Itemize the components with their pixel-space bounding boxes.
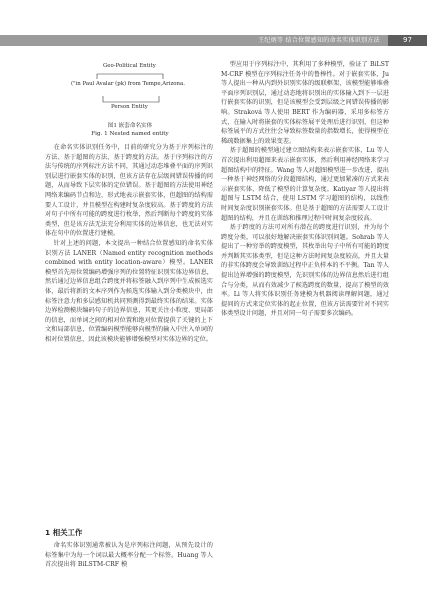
right-column	[221, 60, 389, 591]
example-sentence: ("in Paul Avalar (pk) from Tempe,Arizona.	[71, 81, 185, 87]
running-title: 王纪炳等 结合位置感知的命名实体识别方法	[258, 37, 380, 44]
geo-political-entity-label: Geo-Political Entity	[103, 63, 156, 69]
intro-paragraph-1: 在命名实体识别任务中，目前的研究分为基于序列标注的方法、基于超图的方法、基于跨度的方法。基于序列标注的方法与传统的序列标注方法不同，其通过动态堆叠平面的序列识别层进行嵌套实体的识别，但该方法存在层级间错误传播的问题，从而导致下层实体的定位错误。基于超图的方法使用神经网络来编码节点和边，形式地表示嵌套实体，但超图的结构需要人工设计，并且模型在构建时复杂度较高。基于跨度的方法对句子中所有可能的跨度进行枚举，然后判断每个跨度的实体类型，但是该方法无法充分利用实体的边界信息，也无法对实体在句中的位置进行建模。	[45, 144, 213, 238]
top-bracket	[97, 74, 163, 79]
figure-caption-en: Fig. 1 Nested named entity	[91, 131, 169, 137]
left-column-bottom	[45, 541, 213, 591]
intro-paragraph-2: 针对上述的问题，本文提出一种结合位置感知的命名实体识别方法 LANER（Named entity recognition methods combined with entity location-aware）模型。LANER 模型首先用位置编码增强序列的位置特征识别实体边界信息，然后通过边界信息组合跨度并将标签融入到序列中生成候选实体，最后将新的文本序列作为候选实体输入到分类模块中，由标签注意力和多层感知机共同预测得到最终实体的结果。实体边界检测模块编码句子的边界信息，其更关注小粒度、更局部的信息，而单词之间的相对位置和绝对位置提供了关键的上下文和局部信息，位置编码模型能够向模型的输入中注入单词的相对位置信息，因此该模块能够增强模型对实体边界的定位。	[45, 239, 213, 343]
page-number: 97	[388, 35, 427, 46]
bottom-bracket	[103, 96, 159, 102]
figure-caption-zh: 图1 嵌套命名实体	[107, 123, 153, 129]
person-entity-label: Person Entity	[111, 104, 148, 110]
section-heading-related-work: 1 相关工作	[45, 528, 83, 537]
related-work-paragraph-1: 命名实体识别通常被认为是序列标注问题，从预先设计的标签集中为每一个词以最大概率分配一个标签。Huang 等人首次提出将 BiLSTM-CRF 模	[45, 542, 213, 569]
right-paragraph-3: 基于跨度的方法可对所有潜在的跨度进行识别，并为每个跨度分类，可以很好地解决嵌套实体识别问题。Sohrab 等人提出了一种穷举的跨度模型，其枚举出句子中所有可能的跨度并判断其实体类型，但是这种方法时间复杂度较高，并且大量的非实体跨度会导致训练过程中正负样本的不平衡。Tan 等人提出边界增强的跨度模型，先识别实体的边界信息然后进行组合与分类，从而有效减少了候选跨度的数量，提高了模型的效率。Li 等人将实体识别任务建模为机器阅读理解问题，通过提问的方式来定位实体的起止位置，但该方法需要针对不同实体类型设计问题，并且对同一句子需要多次编码。	[221, 224, 389, 318]
right-paragraph-1: 型应用于序列标注中，其利用了多种模型，验证了 BiLSTM-CRF 模型在序列标注任务中的鲁棒性。对于嵌套实体，Ju 等人提出一种从内到外识别实体的级联框架，该模型能够堆叠平面序列识别层，通过动态地将识别出的实体输入到下一层进行嵌套实体的识别，但是该模型会受到层级之间错误传播的影响。Straková 等人使用 BERT 作为编码器，采用多标签方式，在输入时将嵌套的实体标签展平处理后进行识别，但这种标签展平的方式往往会导致标签数量的指数增长，使得模型在稀疏数据集上的效果变差。	[221, 61, 389, 145]
right-paragraph-2: 基于超图的模型通过建立图结构来表示嵌套实体，Lu 等人首次提出利用超图来表示嵌套实体，然后利用神经网络来学习超图结构中的特征。Wang 等人对超图模型进一步改进，提出一种基于神经网络的分段超图结构，通过更加紧凑的方式来表示嵌套实体，降低了模型的计算复杂度。Katiyar 等人提出将超图与 LSTM 结合，使用 LSTM 学习超图的结构，以线性时间复杂度识别嵌套实体。但是基于超图的方法需要人工设计超图的结构，并且在训练和推理过程中时间复杂度较高。	[221, 147, 389, 222]
left-column-top	[45, 143, 213, 423]
